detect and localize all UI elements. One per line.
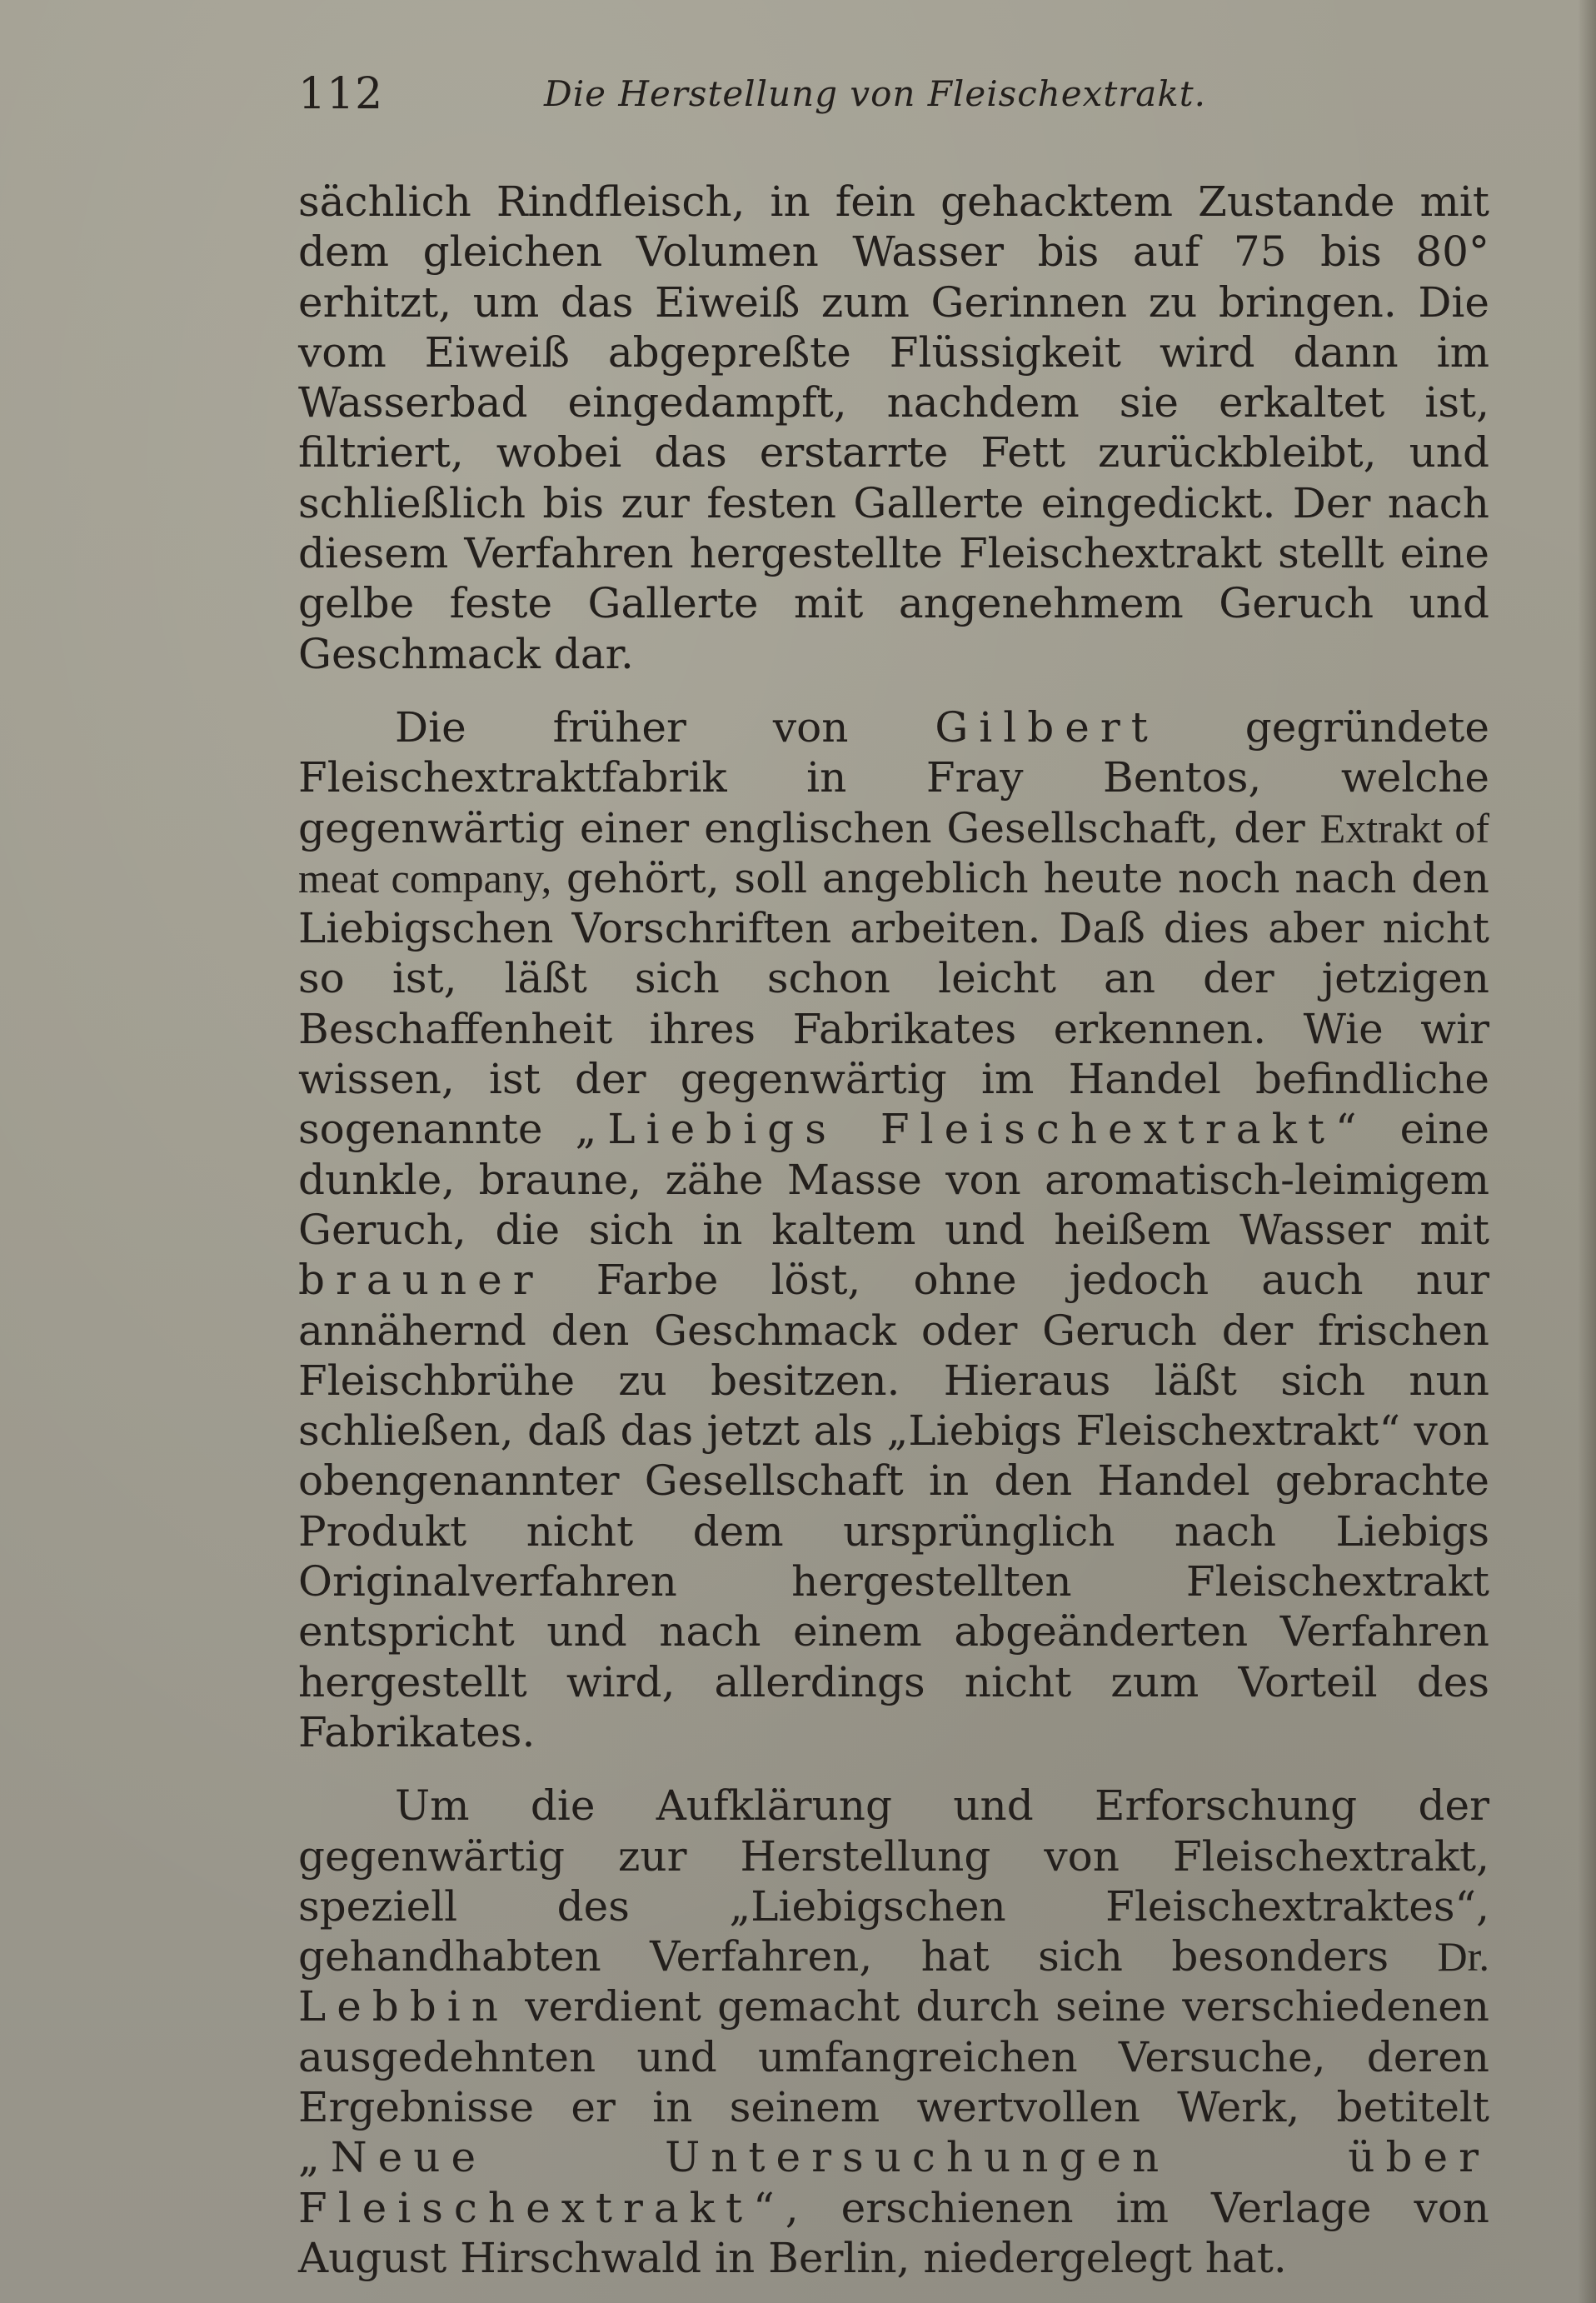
paragraph-3-text-b: verdient gemacht durch seine verschiedenen ausgedehnten und umfangreichen Versuche, deren Ergebnisse er in seinem wertvollen Werk, betitelt [298,1982,1489,2131]
brauner-emphasis: brauner [298,1256,544,1305]
paragraph-3 [298,1781,1489,2283]
paragraph-1: sächlich Rindfleisch, in fein gehacktem Zustande mit dem gleichen Volumen Wasser bis auf 75 bis 80° erhitzt, um das Eiweiß zum Gerinnen zu bringen. Die vom Eiweiß abgepreßte Flüssigkeit wird dann im Wasserbad eingedampft, nachdem sie erkaltet ist, filtriert, wobei das erstarrte Fett zurückbleibt, und schließlich bis zur festen Gallerte eingedickt. Der nach diesem Verfahren hergestellte Fleischextrakt stellt eine gelbe feste Gallerte mit angenehmem Geruch und Geschmack dar. [298,177,1489,678]
paragraph-2-text-b: gegründete Fleischextraktfabrik in Fray Bentos, welche gegenwärtig einer englischen Gesellschaft, der [298,702,1489,852]
doctor-title: Dr. [1437,1933,1489,1981]
paragraph-2-text-e: Farbe löst, ohne jedoch auch nur annähernd den Geschmack oder Geruch der frischen Fleischbrühe zu besitzen. Hieraus läßt sich nun schließen, daß das jetzt als „Liebigs Fleischextrakt“ von obengenannter Gesellschaft in den Handel gebrachte Produkt nicht dem ursprünglich nach Liebigs Originalverfahren hergestellten Fleischextrakt entspricht und nach einem abgeänderten Verfahren hergestellt wird, allerdings nicht zum Vorteil des Fabrikates. [298,1256,1489,1756]
page-header [298,65,1206,123]
book-title: „Neue Untersuchungen über Fleischextrakt“ [298,2133,1489,2232]
company-name: Extrakt of meat company, [298,804,1489,902]
paragraph-3-text-c: , erschienen im Verlage von August Hirschwald in Berlin, niedergelegt hat. [298,2183,1489,2282]
paragraph-2-text-c: gehört, soll angeblich heute noch nach den Liebigschen Vorschriften arbeiten. Daß dies aber nicht so ist, läßt sich schon leicht an der jetzigen Beschaffenheit ihres Fabrikates erkennen. Wie wir wissen, ist der gegenwärtig im Handel befindliche sogenannte [298,853,1489,1154]
paragraph-2-text-a: Die früher von [395,702,935,752]
paragraph-3-text-a: Um die Aufklärung und Erforschung der gegenwärtig zur Herstellung von Fleischextrakt, speziell des „Liebigschen Fleischextraktes“, gehandhabten Verfahren, hat sich besonders [298,1781,1489,1981]
page-edge-shadow [1578,0,1596,2303]
name-lebbin: Lebbin [298,1982,509,2031]
body-text [298,177,1489,2283]
name-gilbert: Gilbert [935,702,1159,752]
page-number: 112 [298,69,384,119]
paragraph-2 [298,702,1489,1757]
running-title: Die Herstellung von Fleischextrakt. [544,73,1206,114]
paragraph-2-text-d: eine dunkle, braune, zähe Masse von aromatisch-leimigem Geruch, die sich in kaltem und heißem Wasser mit [298,1105,1489,1254]
liebigs-fleischextrakt-emphasis: „Liebigs Fleischextrakt“ [575,1105,1368,1154]
